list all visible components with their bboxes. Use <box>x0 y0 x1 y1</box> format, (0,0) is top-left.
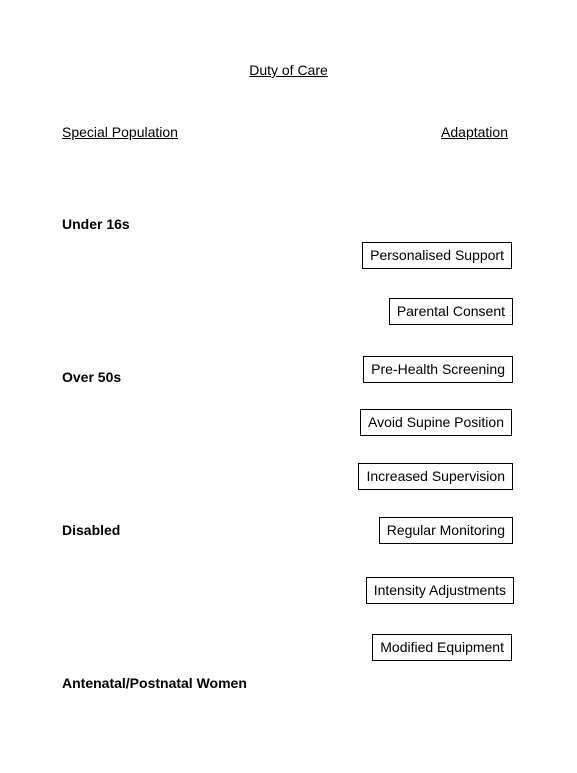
special-population-heading: Special Population <box>62 124 178 140</box>
population-antenatal-postnatal-women: Antenatal/Postnatal Women <box>62 675 247 691</box>
adaptation-increased-supervision: Increased Supervision <box>358 463 513 490</box>
adaptation-pre-health-screening: Pre-Health Screening <box>363 356 513 383</box>
population-under-16s: Under 16s <box>62 216 130 232</box>
adaptation-modified-equipment: Modified Equipment <box>372 634 512 661</box>
adaptation-avoid-supine-position: Avoid Supine Position <box>360 409 512 436</box>
population-disabled: Disabled <box>62 522 121 538</box>
adaptation-intensity-adjustments: Intensity Adjustments <box>366 577 514 604</box>
document-title: Duty of Care <box>249 62 328 78</box>
adaptation-heading: Adaptation <box>441 124 508 140</box>
population-over-50s: Over 50s <box>62 369 122 385</box>
adaptation-personalised-support: Personalised Support <box>362 242 512 269</box>
adaptation-regular-monitoring: Regular Monitoring <box>379 517 513 544</box>
adaptation-parental-consent: Parental Consent <box>389 298 513 325</box>
